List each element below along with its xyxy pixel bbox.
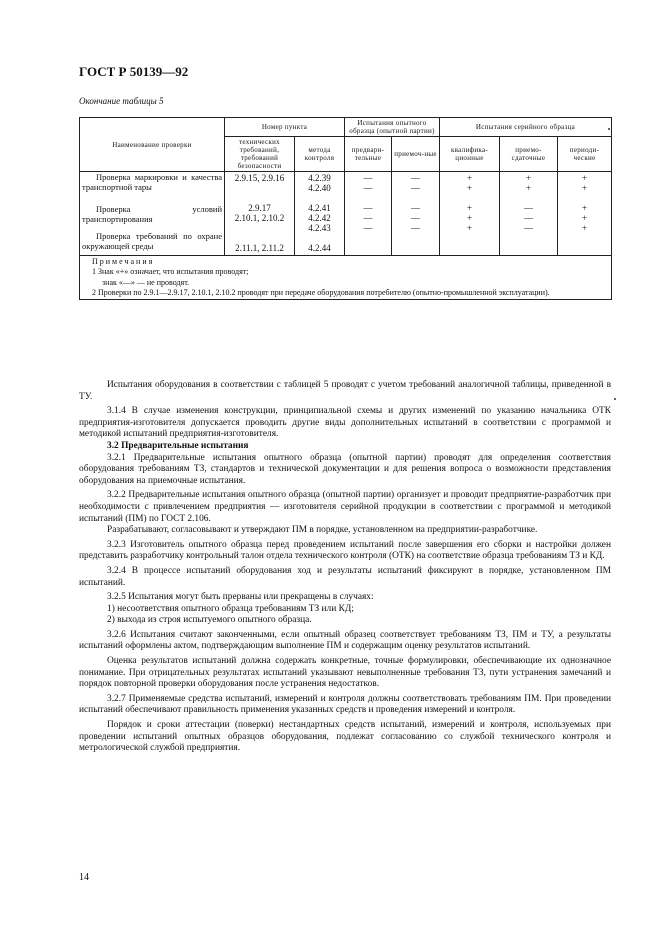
table-caption: Окончание таблицы 5	[79, 96, 164, 106]
mark: +	[581, 183, 588, 194]
note-2: 2 Проверки по 2.9.1—2.9.17, 2.10.1, 2.10.2 проводят при передаче оборудования потребителю (опытно-промышленной эксплуатации).	[92, 288, 550, 298]
paragraph: 3.2.6 Испытания считают законченными, если опытный образец соответствует требованиям ТЗ, ПМ и ТУ, а результаты испытаний оформлены актом, подтверждающим выполнение ПМ и содержащим оценку результатов испытаний.	[79, 629, 611, 652]
mark: —	[411, 223, 420, 234]
paragraph: 3.2.5 Испытания могут быть прерваны или прекращены в случаях:	[107, 592, 374, 603]
paragraph: Разрабатывают, согласовывают и утверждают ПМ в порядке, установленном на предприятии-разработчике.	[107, 525, 538, 536]
check-names-cell	[80, 172, 225, 256]
mark: —	[411, 203, 420, 214]
mark: —	[363, 203, 373, 214]
table-notes	[80, 255, 612, 300]
header-tech-req: технических требований, требований безопасности	[225, 137, 295, 172]
mark: +	[581, 213, 588, 224]
document-header: ГОСТ Р 50139—92	[79, 64, 189, 79]
paragraph: 3.1.4 В случае изменения конструкции, принципиальной схемы и других изменений по указанию начальника ОТК предприятия-изготовителя допускается проводить другие виды дополнительных испытаний в соответствии с программой и методикой испытаний предприятия-изготовителя.	[79, 406, 611, 440]
header-periodic: периоди-ческие	[558, 137, 612, 172]
mark: —	[524, 223, 533, 234]
paragraph: 3.2.4 В процессе испытаний оборудования ход и результаты испытаний фиксируют в порядке, установленном ПМ испытаний.	[79, 565, 611, 588]
mark: +	[466, 223, 473, 234]
acceptance-serial-marks	[500, 172, 558, 256]
check-name-2: Проверка условий транспортирования	[82, 203, 222, 224]
header-serial-test: Испытания серийного образца	[440, 118, 612, 137]
mark: —	[363, 173, 373, 184]
method-1a: 4.2.39	[308, 173, 331, 184]
list-item: 2) выхода из строя испытуемого опытного образца.	[107, 615, 312, 626]
req-2a: 2.9.17	[248, 203, 271, 214]
section-heading: 3.2 Предварительные испытания	[107, 440, 249, 451]
mark: +	[466, 213, 473, 224]
scan-spot	[614, 398, 616, 400]
paragraph: 3.2.2 Предварительные испытания опытного образца (опытной партии) организует и проводит предприятие-разработчик при необходимости с привлечением предприятия — изготовителя серийной продукции в соответствии с программой и методикой испытаний (ПМ) по ГОСТ 2.106.	[79, 490, 611, 524]
mark: +	[581, 223, 588, 234]
header-control-method: метода контроля	[295, 137, 345, 172]
mark: —	[363, 223, 373, 234]
method-2a: 4.2.41	[308, 203, 331, 214]
mark: +	[581, 173, 588, 184]
mark: +	[466, 203, 473, 214]
page-number: 14	[79, 872, 89, 883]
paragraph: 3.2.3 Изготовитель опытного образца перед проведением испытаний после завершения его сборки и настройки должен представить разработчику контрольный талон отдела технического контроля (ОТК) на соответствие образца требованиям ТЗ и КД.	[79, 539, 611, 562]
mark: +	[466, 183, 473, 194]
mark: +	[466, 173, 473, 184]
preliminary-marks	[345, 172, 392, 256]
notes-title: Примечания	[92, 256, 155, 266]
header-item-number: Номер пункта	[225, 118, 345, 137]
req-2b: 2.10.1, 2.10.2	[234, 213, 285, 224]
periodic-marks	[558, 172, 612, 256]
note-1: 1 Знак «+» означает, что испытания проводят;	[92, 267, 249, 277]
mark: +	[525, 183, 532, 194]
paragraph: 3.2.7 Применяемые средства испытаний, измерений и контроля должны соответствовать требованиям ПМ. При проведении испытаний обеспечивают правильность применения указанных средств и проведения измерений и контроля.	[79, 693, 611, 716]
header-preliminary: предвари-тельные	[345, 137, 392, 172]
req-1: 2.9.15, 2.9.16	[234, 173, 285, 184]
mark: —	[363, 183, 373, 194]
header-prototype-test: Испытания опытного образца (опытной партии)	[345, 118, 440, 137]
mark: +	[581, 203, 588, 214]
qualification-marks	[440, 172, 500, 256]
mark: —	[363, 213, 373, 224]
mark: —	[411, 183, 420, 194]
method-2b: 4.2.42	[308, 213, 331, 224]
paragraph: 3.2.1 Предварительные испытания опытного образца (опытной партии) проводят для определения соответствия оборудования требованиям ТЗ, стандартов и технической документации и для решения вопроса о возможности представления оборудования на приемочные испытания.	[79, 452, 611, 486]
mark: —	[524, 213, 533, 224]
table-5	[79, 117, 612, 300]
acceptance-proto-marks	[392, 172, 440, 256]
tech-req-cell	[225, 172, 295, 256]
mark: —	[524, 203, 533, 214]
method-cell	[295, 172, 345, 256]
check-name-3: Проверка требований по охране окружающей среды	[82, 231, 222, 252]
list-item: 1) несоответствия опытного образца требованиям ТЗ или КД;	[107, 603, 354, 614]
req-3: 2.11.1, 2.11.2	[235, 243, 284, 254]
header-check-name: Наименование проверки	[80, 118, 225, 172]
mark: —	[411, 213, 420, 224]
paragraph: Оценка результатов испытаний должна содержать конкретные, точные формулировки, обеспечивающие их однозначное понимание. При отрицательных результатах испытаний указывают невыполненные требования ТЗ, пути устранения замечаний и порядок повторной проверки оборудования после устранения недостатков.	[79, 656, 611, 690]
method-2c: 4.2.43	[308, 223, 331, 234]
paragraph: Порядок и сроки аттестации (поверки) нестандартных средств испытаний, измерений и контроля, используемых при проведении испытаний опытных образцов оборудования, подлежат согласованию со службой технического контроля и метрологической службой предприятия.	[79, 720, 611, 754]
check-name-1: Проверка маркировки и качества транспортной тары	[82, 172, 222, 193]
body-text	[79, 380, 611, 755]
header-acceptance-proto: приемоч-ные	[392, 137, 440, 172]
method-1b: 4.2.40	[308, 183, 331, 194]
mark: +	[525, 173, 532, 184]
note-1b: знак «—» — не проводят.	[102, 277, 190, 287]
header-acceptance-serial: приемо-сдаточные	[500, 137, 558, 172]
scan-spot	[608, 128, 610, 130]
paragraph: Испытания оборудования в соответствии с таблицей 5 проводят с учетом требований аналогичной таблицы, приведенной в ТУ.	[79, 380, 611, 402]
method-3: 4.2.44	[308, 243, 331, 254]
header-qualification: квалифика-ционные	[440, 137, 500, 172]
mark: —	[411, 173, 420, 184]
